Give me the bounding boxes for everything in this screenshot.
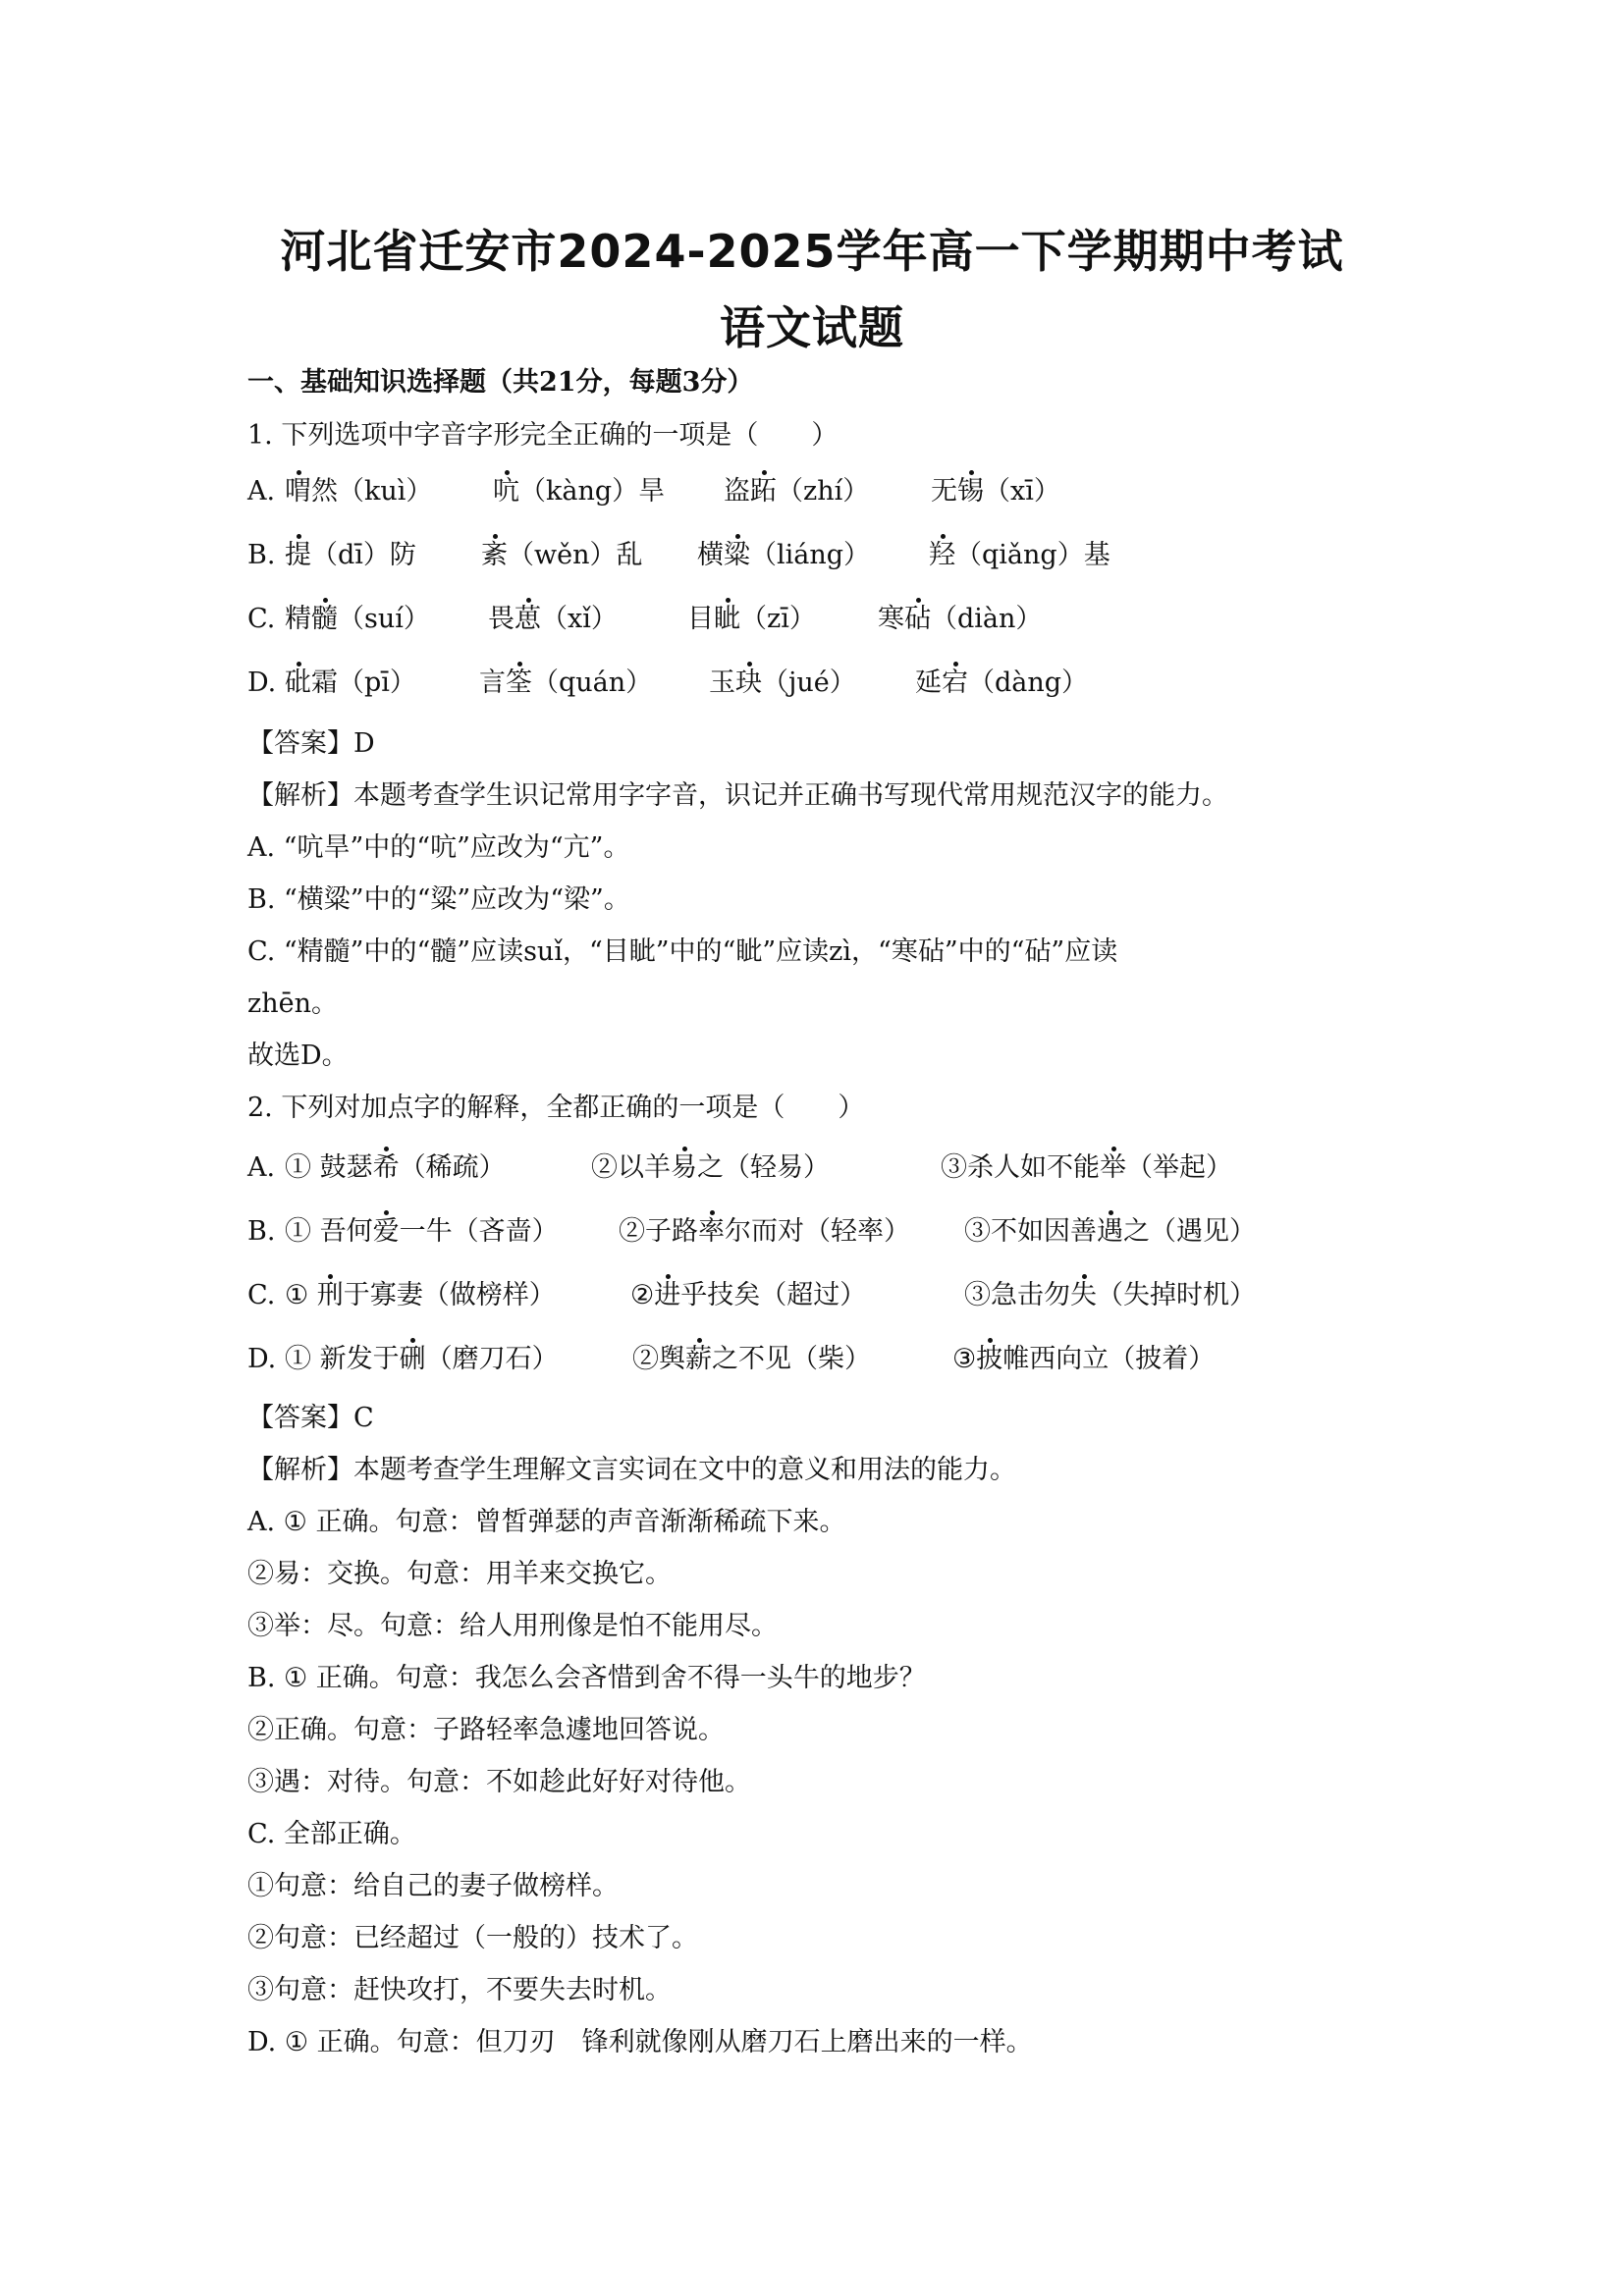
q2-explanation: ②句意：已经超过（一般的）技术了。 — [247, 1923, 698, 1953]
dotted-char: 紊 — [481, 538, 508, 573]
term-text: 目 — [687, 604, 714, 634]
term — [285, 666, 416, 701]
dotted-char: 眦 — [714, 602, 740, 637]
term-text: （举起） — [1126, 1152, 1232, 1183]
term — [285, 538, 416, 573]
term-text: 寒 — [878, 604, 904, 634]
q1-option-b — [247, 538, 1110, 573]
term-text: （稀疏） — [399, 1152, 506, 1183]
q2-option-c — [247, 1278, 1256, 1313]
dotted-char: 披 — [976, 1342, 1002, 1377]
dotted-char: 举 — [1100, 1150, 1126, 1186]
term-text: （磨刀石） — [425, 1344, 559, 1374]
dotted-char: 率 — [698, 1214, 725, 1250]
dotted-char: 葸 — [514, 602, 541, 637]
dotted-char: 锡 — [957, 474, 984, 509]
term-text: （wěn）乱 — [508, 540, 643, 570]
term — [952, 1342, 1215, 1377]
dotted-char: 喟 — [285, 474, 311, 509]
term-text: （dī）防 — [311, 540, 416, 570]
q1-explanation: 故选D。 — [247, 1041, 349, 1071]
term — [632, 1342, 871, 1377]
dotted-char: 粱 — [724, 538, 750, 573]
dotted-char: 遇 — [1097, 1214, 1123, 1250]
term-text: （liáng） — [750, 540, 871, 570]
q1-analysis: 【解析】本题考查学生识记常用字字音，识记并正确书写现代常用规范汉字的能力。 — [247, 780, 1228, 811]
option-label: D. — [247, 1344, 277, 1374]
term — [285, 1150, 506, 1186]
term-text: ① 吾何 — [285, 1216, 373, 1247]
term-text: （qiǎng）基 — [955, 540, 1110, 570]
term-text: 然（kuì） — [311, 476, 433, 507]
term-text: ②舆 — [632, 1344, 685, 1374]
term — [285, 474, 432, 509]
option-label: B. — [247, 1216, 276, 1247]
term — [709, 666, 856, 701]
term-text: 霜（pī） — [311, 667, 416, 698]
term — [285, 1278, 556, 1313]
term — [285, 602, 430, 637]
term-text: ① — [285, 1280, 317, 1310]
dotted-char: 薪 — [685, 1342, 712, 1377]
term-text: （zī） — [740, 604, 816, 634]
q1-option-c — [247, 602, 1043, 637]
dotted-char: 希 — [373, 1150, 400, 1186]
q2-explanation: ③举：尽。句意：给人用刑像是怕不能用尽。 — [247, 1611, 778, 1641]
q2-explanation: ③遇：对待。句意：不如趁此好好对待他。 — [247, 1767, 751, 1797]
option-label: C. — [247, 1280, 276, 1310]
dotted-char: 刑 — [317, 1278, 344, 1313]
term-text: ① 鼓瑟 — [285, 1152, 373, 1183]
option-label: D. — [247, 667, 277, 698]
term-text: 畏 — [488, 604, 514, 634]
term-text: ③不如因善 — [964, 1216, 1097, 1247]
term — [687, 602, 816, 637]
exam-subject: 语文试题 — [720, 301, 904, 354]
term-text: 帷西向立（披着） — [1002, 1344, 1216, 1374]
term-text: （dàng） — [968, 667, 1089, 698]
dotted-char: 跖 — [750, 474, 777, 509]
term-text: 乎技矣（超过） — [680, 1280, 867, 1310]
term-text: （jué） — [762, 667, 856, 698]
term — [929, 538, 1110, 573]
q2-explanation: C. 全部正确。 — [247, 1819, 416, 1849]
term-text: ① 新发于 — [285, 1344, 400, 1374]
term-text: ③急击勿 — [964, 1280, 1070, 1310]
term-text: 盗 — [724, 476, 750, 507]
dotted-char: 羟 — [929, 538, 955, 573]
section-heading: 一、基础知识选择题（共21分，每题3分） — [247, 367, 754, 398]
exam-title: 河北省迁安市2024-2025学年高一下学期期中考试 — [280, 225, 1344, 278]
q1-explanation: zhēn。 — [247, 988, 338, 1019]
term-text: 之（遇见） — [1123, 1216, 1256, 1247]
q2-analysis: 【解析】本题考查学生理解文言实词在文中的意义和用法的能力。 — [247, 1455, 1016, 1485]
term-text: （xǐ） — [541, 604, 618, 634]
dotted-char: 玦 — [735, 666, 762, 701]
term — [488, 602, 618, 637]
term-text: 于寡妻（做榜样） — [343, 1280, 556, 1310]
dotted-char: 髓 — [311, 602, 338, 637]
q2-answer: 【答案】C — [247, 1403, 374, 1433]
term-text: （suí） — [338, 604, 430, 634]
q2-option-d — [247, 1342, 1216, 1377]
term — [630, 1278, 866, 1313]
option-label: B. — [247, 540, 276, 570]
term-text: （zhí） — [777, 476, 870, 507]
term-text: （kàng）旱 — [519, 476, 666, 507]
term — [964, 1214, 1256, 1250]
term — [724, 474, 869, 509]
option-label: A. — [247, 476, 276, 507]
term-text: 一牛（吝啬） — [399, 1216, 559, 1247]
term — [915, 666, 1088, 701]
term — [619, 1214, 910, 1250]
term-text: ②子路 — [619, 1216, 698, 1247]
dotted-char: 砒 — [285, 666, 311, 701]
term — [285, 1214, 559, 1250]
dotted-char: 宕 — [942, 666, 968, 701]
term-text: （失掉时机） — [1097, 1280, 1256, 1310]
q2-option-b — [247, 1214, 1256, 1250]
q2-explanation: A. ① 正确。句意：曾皙弹瑟的声音渐渐稀疏下来。 — [247, 1507, 846, 1537]
term-text: ②以羊 — [591, 1152, 671, 1183]
term-text: 尔而对（轻率） — [725, 1216, 910, 1247]
term-text: ③ — [952, 1344, 977, 1374]
dotted-char: 进 — [654, 1278, 680, 1313]
dotted-char: 爱 — [373, 1214, 400, 1250]
term — [878, 602, 1042, 637]
dotted-char: 吭 — [493, 474, 519, 509]
q2-explanation: ①句意：给自己的妻子做榜样。 — [247, 1871, 619, 1901]
term-text: （diàn） — [931, 604, 1043, 634]
option-label: C. — [247, 604, 276, 634]
term — [697, 538, 870, 573]
term — [479, 666, 652, 701]
q1-explanation: B. “横粱”中的“粱”应改为“梁”。 — [247, 884, 630, 915]
q2-stem: 2. 下列对加点字的解释，全都正确的一项是（ ） — [247, 1093, 865, 1123]
term — [481, 538, 642, 573]
term-text: 无 — [931, 476, 957, 507]
q2-explanation: ②易：交换。句意：用羊来交换它。 — [247, 1559, 672, 1589]
term-text: ③杀人如不能 — [941, 1152, 1100, 1183]
q2-explanation: ③句意：赶快攻打，不要失去时机。 — [247, 1975, 672, 2005]
term-text: ② — [630, 1280, 655, 1310]
dotted-char: 硎 — [400, 1342, 426, 1377]
term-text: 横 — [697, 540, 724, 570]
dotted-char: 筌 — [506, 666, 532, 701]
dotted-char: 砧 — [904, 602, 931, 637]
term-text: （quán） — [532, 667, 653, 698]
q2-explanation: D. ① 正确。句意：但刀刃 锋利就像刚从磨刀石上磨出来的一样。 — [247, 2027, 1033, 2057]
term — [285, 1342, 559, 1377]
term — [941, 1150, 1232, 1186]
term-text: 之（轻易） — [697, 1152, 830, 1183]
q1-explanation: A. “吭旱”中的“吭”应改为“亢”。 — [247, 832, 630, 863]
dotted-char: 易 — [671, 1150, 697, 1186]
term — [931, 474, 1060, 509]
term — [493, 474, 665, 509]
term — [964, 1278, 1256, 1313]
q2-explanation: ②正确。句意：子路轻率急遽地回答说。 — [247, 1715, 725, 1745]
term-text: 延 — [915, 667, 942, 698]
option-label: A. — [247, 1152, 276, 1183]
term-text: 玉 — [709, 667, 735, 698]
q1-explanation: C. “精髓”中的“髓”应读suǐ，“目眦”中的“眦”应读zì，“寒砧”中的“砧”应读 — [247, 936, 1118, 967]
q2-explanation: B. ① 正确。句意：我怎么会吝惜到舍不得一头牛的地步？ — [247, 1663, 926, 1693]
dotted-char: 失 — [1070, 1278, 1097, 1313]
q1-option-d — [247, 666, 1089, 701]
q1-stem: 1. 下列选项中字音字形完全正确的一项是（ ） — [247, 420, 839, 451]
q1-answer: 【答案】D — [247, 728, 375, 759]
term — [591, 1150, 830, 1186]
term-text: 精 — [285, 604, 311, 634]
term-text: 之不见（柴） — [712, 1344, 871, 1374]
q2-option-a — [247, 1150, 1232, 1186]
dotted-char: 提 — [285, 538, 311, 573]
term-text: （xī） — [984, 476, 1060, 507]
term-text: 言 — [479, 667, 506, 698]
q1-option-a — [247, 474, 1060, 509]
